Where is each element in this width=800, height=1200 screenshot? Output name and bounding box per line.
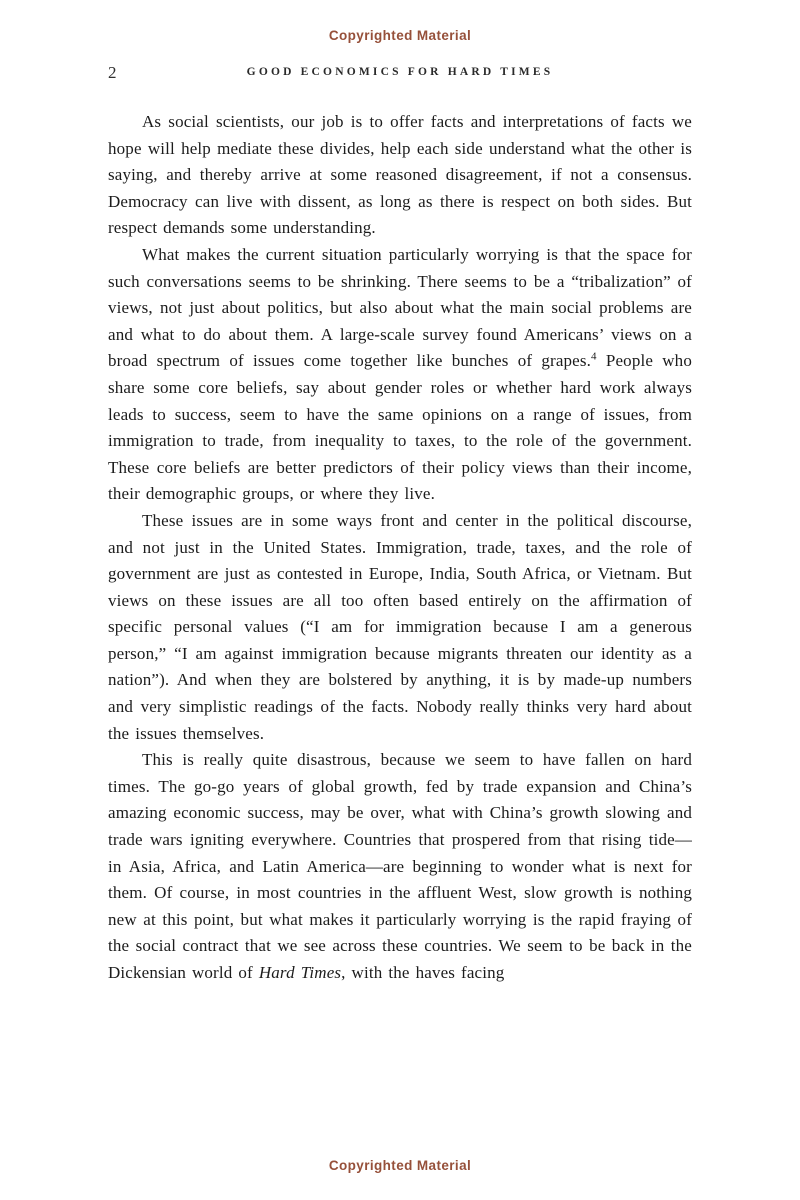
paragraph-4 [108, 747, 692, 986]
paragraph-3: These issues are in some ways front and center in the political discourse, and not just in the United States. Immigration, trade, taxes, and the role of government are just as contested in Europe, India, South Africa, or Vietnam. But views on these issues are all too often based entirely on the affirmation of specific personal values (“I am for immigration because I am a generous person,” “I am against immigration because migrants threaten our identity as a nation”). And when they are bolstered by anything, it is by made-up numbers and very simplistic readings of the facts. Nobody really thinks very hard about the issues themselves. [108, 510, 692, 743]
footnote-marker-4: 4 [591, 350, 597, 363]
paragraph-1: As social scientists, our job is to offer facts and interpretations of facts we hope will help mediate these divides, help each side understand what the other is saying, and thereby arrive at some reasoned disagreement, if not a consensus. Democracy can live with dissent, as long as there is respect on both sides. But respect demands some understanding. [108, 112, 692, 238]
copyright-notice-bottom: Copyrighted Material [328, 1158, 472, 1173]
paragraph-2-text-before-marker: What makes the current situation particularly worrying is that the space for such conversations seems to be shrinking. There seems to be a “tribalization” of views, not just about politics, but also about what the main social problems are and what to do about them. A large-scale survey found Americans’ views on a broad spectrum of issues come together like bunches of grapes. [108, 244, 692, 371]
copyright-notice-top: Copyrighted Material [328, 28, 472, 43]
book-title-hard-times: Hard Times [258, 963, 342, 982]
paragraph-4-text-before-italic: This is really quite disastrous, because we seem to have fallen on hard times. The go-go years of global growth, fed by trade expansion and China’s amazing economic success, may be over, what with China’s growth slowing and trade wars igniting everywhere. Countries that prospered from that rising tide—in Asia, Africa, and Latin America—are beginning to wonder what is next for them. Of course, in most countries in the affluent West, slow growth is nothing new at this point, but what makes it particularly worrying is the rapid fraying of the social contract that we see across these countries. We seem to be back in the Dickensian world of [108, 750, 692, 982]
paragraph-4-text-after-italic: , with the haves facing [341, 963, 505, 982]
body-text [108, 109, 692, 987]
page-header [108, 63, 692, 83]
paragraph-2 [108, 242, 692, 508]
paragraph-2-text-after-marker: People who share some core beliefs, say about gender roles or whether hard work always leads to success, seem to have the same opinions on a range of issues, from immigration to trade, from inequality to taxes, to the role of the government. These core beliefs are better predictors of their policy views than their income, their demographic groups, or where they live. [108, 351, 692, 504]
running-header: GOOD ECONOMICS FOR HARD TIMES [246, 66, 554, 78]
page-number: 2 [108, 63, 117, 82]
